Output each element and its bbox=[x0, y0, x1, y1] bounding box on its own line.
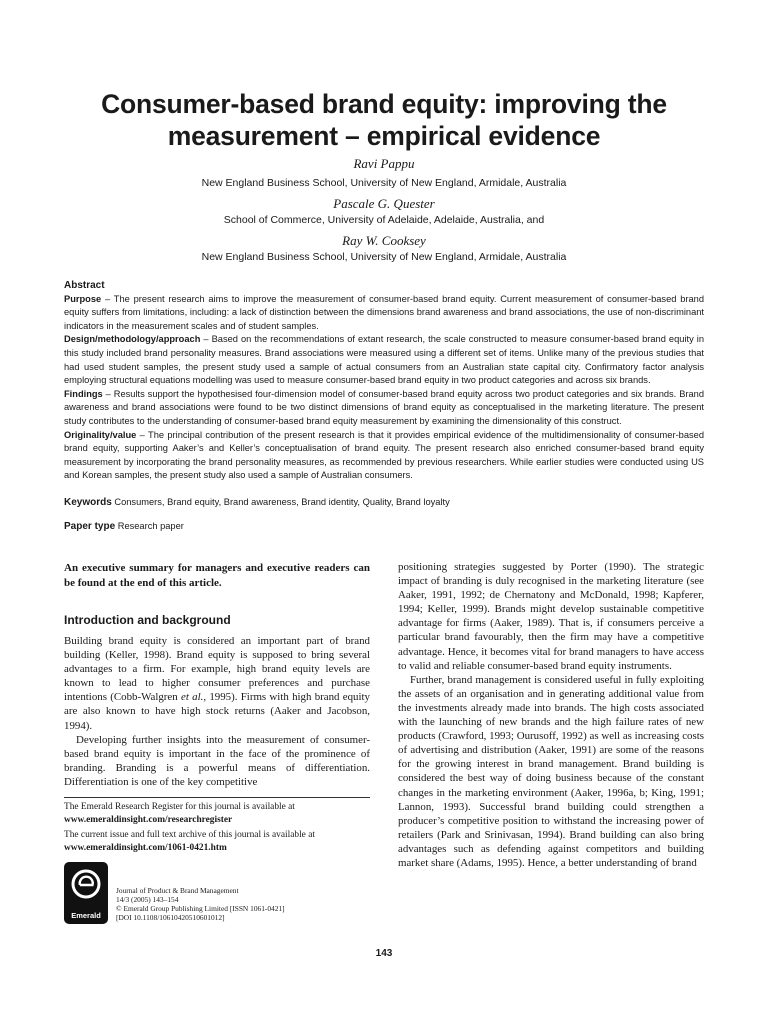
journal-name: Journal of Product & Brand Management bbox=[116, 886, 239, 895]
archive-text: The current issue and full text archive of this journal is available at bbox=[64, 830, 315, 840]
register-text: The Emerald Research Register for this journal is available at bbox=[64, 802, 295, 812]
register-note bbox=[64, 801, 370, 826]
abstract-label: Design/methodology/approach bbox=[64, 334, 201, 345]
keywords-text: Consumers, Brand equity, Brand awareness, Brand identity, Quality, Brand loyalty bbox=[111, 497, 450, 507]
abstract-heading: Abstract bbox=[64, 280, 105, 291]
author-name: Ravi Pappu bbox=[353, 156, 415, 171]
emerald-logo-icon bbox=[70, 868, 102, 900]
register-link[interactable]: www.emeraldinsight.com/researchregister bbox=[64, 814, 233, 825]
archive-note bbox=[64, 829, 370, 854]
body-paragraph: positioning strategies suggested by Porter (1990). The strategic impact of branding is duly recognised in the marketing literature (see Aaker, 1991, 1992; de Chernatony and McDonald, 1998; Kapferer, 1994; Keller, 1999). Brands might develop sustainable competitive advantage for firms (Aaker, 1989). That is, if consumers perceive a particular brand favourably, then the firm may have a competitive advantage. Hence, it becomes vital for brand managers to have access to valid and reliable consumer-based brand equity instruments. bbox=[398, 561, 704, 672]
journal-copyright: © Emerald Group Publishing Limited [ISSN 1061-0421] bbox=[116, 904, 285, 913]
right-column bbox=[398, 560, 704, 870]
paper-type-text: Research paper bbox=[115, 521, 184, 531]
archive-link[interactable]: www.emeraldinsight.com/1061-0421.htm bbox=[64, 842, 227, 853]
keywords bbox=[64, 496, 704, 509]
body-text-italic: et al. bbox=[180, 691, 204, 704]
abstract-label: Findings bbox=[64, 388, 103, 399]
body-paragraph: Developing further insights into the measurement of consumer-based brand equity is important in the face of the prominence of branding. Branding is a powerful means of differentiation. Differentiation is one of the key competitive bbox=[64, 733, 370, 788]
author-name: Pascale G. Quester bbox=[333, 196, 435, 211]
abstract-findings bbox=[64, 388, 704, 429]
abstract-text: – Based on the recommendations of extant research, the scale constructed to measure consumer-based brand equity in this study included brand personality measures. Brand associations were measured using a different set of items. Unlike many of the previous studies that had used student samples, the present study used a sample of actual consumers from an Australian state capital city. Confirmatory factor analysis employing structural equations modelling was used to measure consumer-based brand equity in two product categories and across six brands. bbox=[64, 334, 704, 386]
page-number: 143 bbox=[375, 948, 393, 959]
body-text: , 1995). Firms with high brand equity are also known to have high stock returns (Aaker and Jacobson, 1994). bbox=[64, 691, 370, 732]
abstract-label: Purpose bbox=[64, 293, 102, 304]
abstract-design bbox=[64, 333, 704, 387]
left-column bbox=[64, 634, 370, 789]
abstract-text: – Results support the hypothesised four-dimension model of consumer-based brand equity across two product categories and six brands. Brand awareness and brand associations were found to be two distinct dimensions of brand equity as conceptualised in the marketing literature. The present study contributes to the understanding of consumer-based brand equity measurement by examining the dimensionality of this construct. bbox=[64, 388, 704, 426]
journal-volume: 14/3 (2005) 143–154 bbox=[116, 895, 179, 904]
author-affiliation: School of Commerce, University of Adelaide, Adelaide, Australia, and bbox=[223, 214, 545, 226]
author-affiliation: New England Business School, University of New England, Armidale, Australia bbox=[201, 251, 567, 263]
footnote-divider bbox=[64, 797, 370, 798]
abstract-text: – The present research aims to improve the measurement of consumer-based brand equity. Current measurement of consumer-based brand equity suffers from limitations, including: a lack of distinction between the dimensions brand awareness and brand associations, the use of non-discriminant indicators in the measurement scales and of student samples. bbox=[64, 293, 704, 331]
abstract-purpose bbox=[64, 293, 704, 334]
body-text: Building brand equity is considered an important part of brand building (Keller, 1998). Brand equity is supposed to bring several advantages to a firm. For example, high brand equity levels are known to lead to higher consumer preferences and purchase intentions (Cobb-Walgren bbox=[64, 635, 370, 704]
logo-text: Emerald bbox=[71, 911, 101, 920]
paper-type bbox=[64, 520, 704, 533]
author-affiliation: New England Business School, University of New England, Armidale, Australia bbox=[201, 177, 567, 189]
abstract-text: – The principal contribution of the present research is that it provides empirical evidence of the multidimensionality of consumer-based brand equity, supporting Aaker’s and Keller’s conceptualisation of brand equity. The present research also enriched consumer-based brand equity measurement by incorporating the brand personality measures, as recommended by previous researchers. While earlier studies were conducted using US and Korean samples, the present study also used a sample of Australian consumers. bbox=[64, 429, 704, 481]
keywords-label: Keywords bbox=[64, 497, 112, 508]
abstract-label: Originality/value bbox=[64, 429, 137, 440]
executive-summary-note: An executive summary for managers and executive readers can be found at the end of this article. bbox=[64, 562, 370, 589]
body-paragraph bbox=[64, 634, 370, 733]
author-name: Ray W. Cooksey bbox=[342, 233, 426, 248]
emerald-logo bbox=[64, 862, 108, 924]
abstract-originality bbox=[64, 429, 704, 483]
body-paragraph: Further, brand management is considered useful in fully exploiting the assets of an organisation and in generating additional value from the investments already made into brands. The high costs associated with the launching of new brands and the high failure rates of new products (Crawford, 1993; Ourusoff, 1992) as well as increasing costs of advertising and distribution (Aaker, 1991) are some of the reasons for the growing interest in brand management. Brand building is considered the best way of doing business because of the constant changes in the marketing environment (Aaker, 1996a, b; King, 1991; Lannon, 1993). Successful brand building could strengthen a producer’s competitive position to withstand the increasing power of retailers (Park and Srinivasan, 1994). Brand building can also bring advantages such as defending against competitors and building market share (Adams, 1995). Hence, a better understanding of brand bbox=[398, 673, 704, 869]
section-heading: Introduction and background bbox=[64, 613, 231, 627]
journal-doi: [DOI 10.1108/10610420510601012] bbox=[116, 913, 225, 922]
paper-type-label: Paper type bbox=[64, 521, 116, 532]
abstract bbox=[64, 279, 704, 483]
paper-title: Consumer-based brand equity: improving the measurement – empirical evidence bbox=[101, 89, 667, 151]
journal-info bbox=[116, 886, 376, 922]
